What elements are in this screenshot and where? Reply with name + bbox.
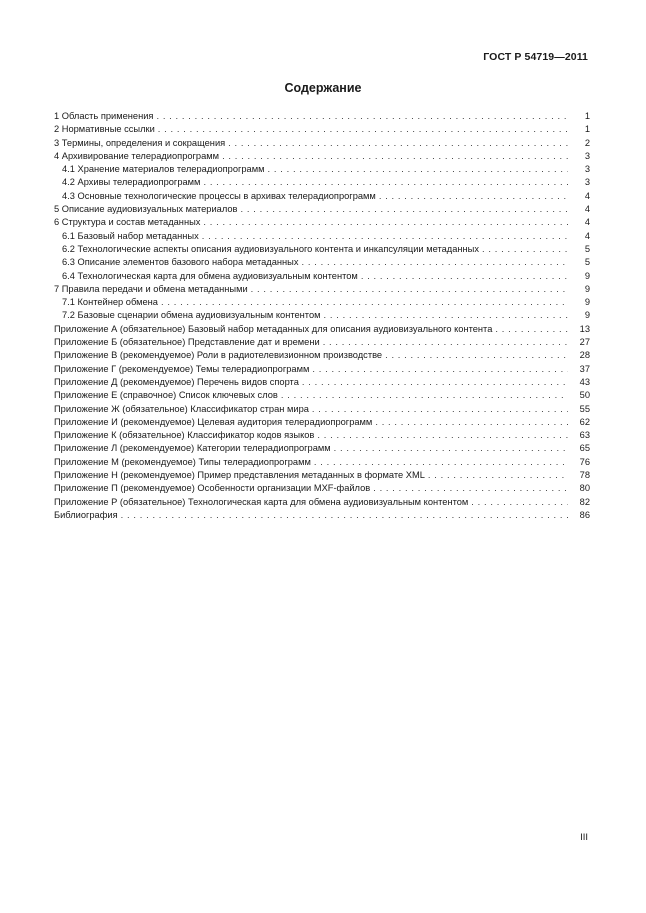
toc-entry[interactable] [54, 482, 590, 495]
toc-entry-page: 63 [579, 430, 590, 441]
toc-leader-dots [468, 496, 568, 509]
toc-entry-title: Приложение Н (рекомендуемое) Пример представления метаданных в формате XML [54, 470, 425, 481]
toc-entry-page: 5 [584, 243, 590, 254]
toc-leader-dots [237, 203, 568, 216]
toc-leader-dots [425, 469, 568, 482]
toc-entry-page: 50 [579, 390, 590, 401]
toc-entry-page: 82 [579, 496, 590, 507]
toc-entry-page: 4 [584, 217, 590, 228]
toc-entry-page: 2 [584, 137, 590, 148]
toc-leader-dots [321, 309, 568, 322]
toc-entry-page: 5 [584, 257, 590, 268]
toc-entry[interactable] [54, 429, 590, 442]
toc-entry-title: Приложение П (рекомендуемое) Особенности организации MXF-файлов [54, 483, 371, 494]
toc-entry-page: 37 [579, 363, 590, 374]
toc-entry-title: 6.2 Технологические аспекты описания аудиовизуального контента и инкапсуляции метаданных [62, 243, 479, 254]
toc-leader-dots [200, 176, 568, 189]
toc-entry-title: Приложение В (рекомендуемое) Роли в радиотелевизионном производстве [54, 350, 383, 361]
toc-entry-title: 7.2 Базовые сценарии обмена аудиовизуальным контентом [62, 310, 321, 321]
toc-entry-title: 6.1 Базовый набор метаданных [62, 230, 199, 241]
toc-entry[interactable] [54, 363, 590, 376]
toc-leader-dots [370, 482, 568, 495]
toc-leader-dots [299, 256, 569, 269]
toc-entry-title: 7 Правила передачи и обмена метаданными [54, 283, 248, 294]
toc-entry-title: Приложение Р (обязательное) Технологическая карта для обмена аудиовизуальным контентом [54, 496, 469, 507]
toc-entry[interactable] [54, 230, 590, 243]
toc-entry[interactable] [54, 216, 590, 229]
toc-entry-page: 78 [579, 470, 590, 481]
toc-entry-title: 6.4 Технологическая карта для обмена аудиовизуальным контентом [62, 270, 358, 281]
toc-leader-dots [309, 403, 568, 416]
table-of-contents [54, 110, 590, 522]
toc-entry[interactable] [54, 442, 590, 455]
toc-leader-dots [320, 336, 568, 349]
toc-entry-title: Приложение К (обязательное) Классификатор кодов языков [54, 430, 315, 441]
toc-entry[interactable] [54, 190, 590, 203]
toc-entry-page: 62 [579, 416, 590, 427]
toc-leader-dots [200, 216, 568, 229]
toc-entry[interactable] [54, 323, 590, 336]
toc-entry-title: Приложение А (обязательное) Базовый набор метаданных для описания аудиовизуального контента [54, 323, 493, 334]
toc-entry-page: 80 [579, 483, 590, 494]
toc-entry-title: 6.3 Описание элементов базового набора метаданных [62, 257, 299, 268]
toc-entry-title: Приложение М (рекомендуемое) Типы телерадиопрограмм [54, 456, 311, 467]
toc-entry-title: 6 Структура и состав метаданных [54, 217, 201, 228]
toc-entry-page: 3 [584, 150, 590, 161]
toc-entry-title: 5 Описание аудиовизуальных материалов [54, 204, 238, 215]
toc-entry-page: 3 [584, 164, 590, 175]
toc-leader-dots [299, 376, 568, 389]
toc-entry[interactable] [54, 110, 590, 123]
toc-entry-title: Приложение Д (рекомендуемое) Перечень видов спорта [54, 376, 299, 387]
toc-leader-dots [372, 416, 568, 429]
toc-leader-dots [479, 243, 568, 256]
toc-leader-dots [265, 163, 568, 176]
toc-entry-title: 2 Нормативные ссылки [54, 124, 155, 135]
toc-leader-dots [225, 137, 568, 150]
toc-entry[interactable] [54, 509, 590, 522]
toc-leader-dots [309, 363, 568, 376]
toc-entry[interactable] [54, 163, 590, 176]
toc-leader-dots [314, 429, 568, 442]
toc-entry[interactable] [54, 376, 590, 389]
toc-leader-dots [118, 509, 568, 522]
toc-leader-dots [153, 110, 568, 123]
toc-entry-page: 4 [584, 230, 590, 241]
toc-entry-title: 1 Область применения [54, 111, 154, 121]
toc-entry-page: 13 [579, 323, 590, 334]
toc-entry[interactable] [54, 389, 590, 402]
toc-entry-title: 4.3 Основные технологические процессы в архивах телерадиопрограмм [62, 190, 376, 201]
toc-entry-title: Приложение И (рекомендуемое) Целевая аудитория телерадиопрограмм [54, 416, 373, 427]
toc-entry-title: Приложение Ж (обязательное) Классификатор стран мира [54, 403, 309, 414]
toc-entry[interactable] [54, 123, 590, 136]
toc-entry-title: Приложение Л (рекомендуемое) Категории телерадиопрограмм [54, 443, 331, 454]
page-title: Содержание [284, 81, 362, 95]
toc-entry-page: 76 [579, 456, 590, 467]
toc-entry-page: 3 [584, 177, 590, 188]
toc-entry[interactable] [54, 203, 590, 216]
toc-entry-page: 1 [584, 124, 590, 135]
toc-entry[interactable] [54, 496, 590, 509]
toc-leader-dots [199, 230, 568, 243]
toc-entry[interactable] [54, 336, 590, 349]
toc-entry-page: 9 [584, 283, 590, 294]
toc-entry-title: Приложение Е (справочное) Список ключевых слов [54, 390, 278, 401]
toc-entry-title: 4.2 Архивы телерадиопрограмм [62, 177, 201, 188]
toc-entry-title: 4 Архивирование телерадиопрограмм [54, 150, 220, 161]
toc-leader-dots [158, 296, 568, 309]
toc-entry[interactable] [54, 150, 590, 163]
page-number: III [580, 832, 588, 843]
toc-entry[interactable] [54, 456, 590, 469]
toc-leader-dots [358, 270, 568, 283]
toc-leader-dots [331, 442, 568, 455]
toc-entry-page: 9 [584, 297, 590, 308]
toc-entry-title: Приложение Г (рекомендуемое) Темы телерадиопрограмм [54, 363, 310, 374]
toc-entry-page: 1 [584, 111, 590, 121]
toc-entry[interactable] [54, 283, 590, 296]
toc-entry[interactable] [54, 416, 590, 429]
toc-entry-page: 65 [579, 443, 590, 454]
toc-entry[interactable] [54, 349, 590, 362]
toc-entry-title: 7.1 Контейнер обмена [62, 297, 158, 308]
toc-entry[interactable] [54, 137, 590, 150]
toc-entry-title: 3 Термины, определения и сокращения [54, 137, 226, 148]
toc-leader-dots [311, 456, 568, 469]
toc-entry[interactable] [54, 270, 590, 283]
toc-leader-dots [219, 150, 568, 163]
toc-entry-page: 28 [579, 350, 590, 361]
toc-entry-page: 55 [579, 403, 590, 414]
toc-leader-dots [155, 123, 568, 136]
toc-entry-page: 9 [584, 310, 590, 321]
toc-entry[interactable] [54, 243, 590, 256]
toc-entry-page: 86 [579, 509, 590, 520]
toc-entry-page: 43 [579, 376, 590, 387]
document-code: ГОСТ Р 54719—2011 [483, 51, 588, 63]
toc-leader-dots [278, 389, 568, 402]
toc-entry[interactable] [54, 296, 590, 309]
toc-leader-dots [382, 349, 568, 362]
toc-leader-dots [248, 283, 568, 296]
toc-entry[interactable] [54, 309, 590, 322]
toc-entry[interactable] [54, 469, 590, 482]
toc-leader-dots [492, 323, 568, 336]
toc-entry-title: 4.1 Хранение материалов телерадиопрограмм [62, 164, 265, 175]
toc-entry[interactable] [54, 256, 590, 269]
toc-entry[interactable] [54, 403, 590, 416]
toc-entry-title: Библиография [54, 509, 118, 520]
toc-leader-dots [376, 190, 568, 203]
toc-entry-page: 9 [584, 270, 590, 281]
toc-entry-page: 27 [579, 337, 590, 348]
toc-entry-title: Приложение Б (обязательное) Представление дат и времени [54, 337, 320, 348]
toc-entry[interactable] [54, 176, 590, 189]
toc-entry-page: 4 [584, 204, 590, 215]
toc-entry-page: 4 [584, 190, 590, 201]
